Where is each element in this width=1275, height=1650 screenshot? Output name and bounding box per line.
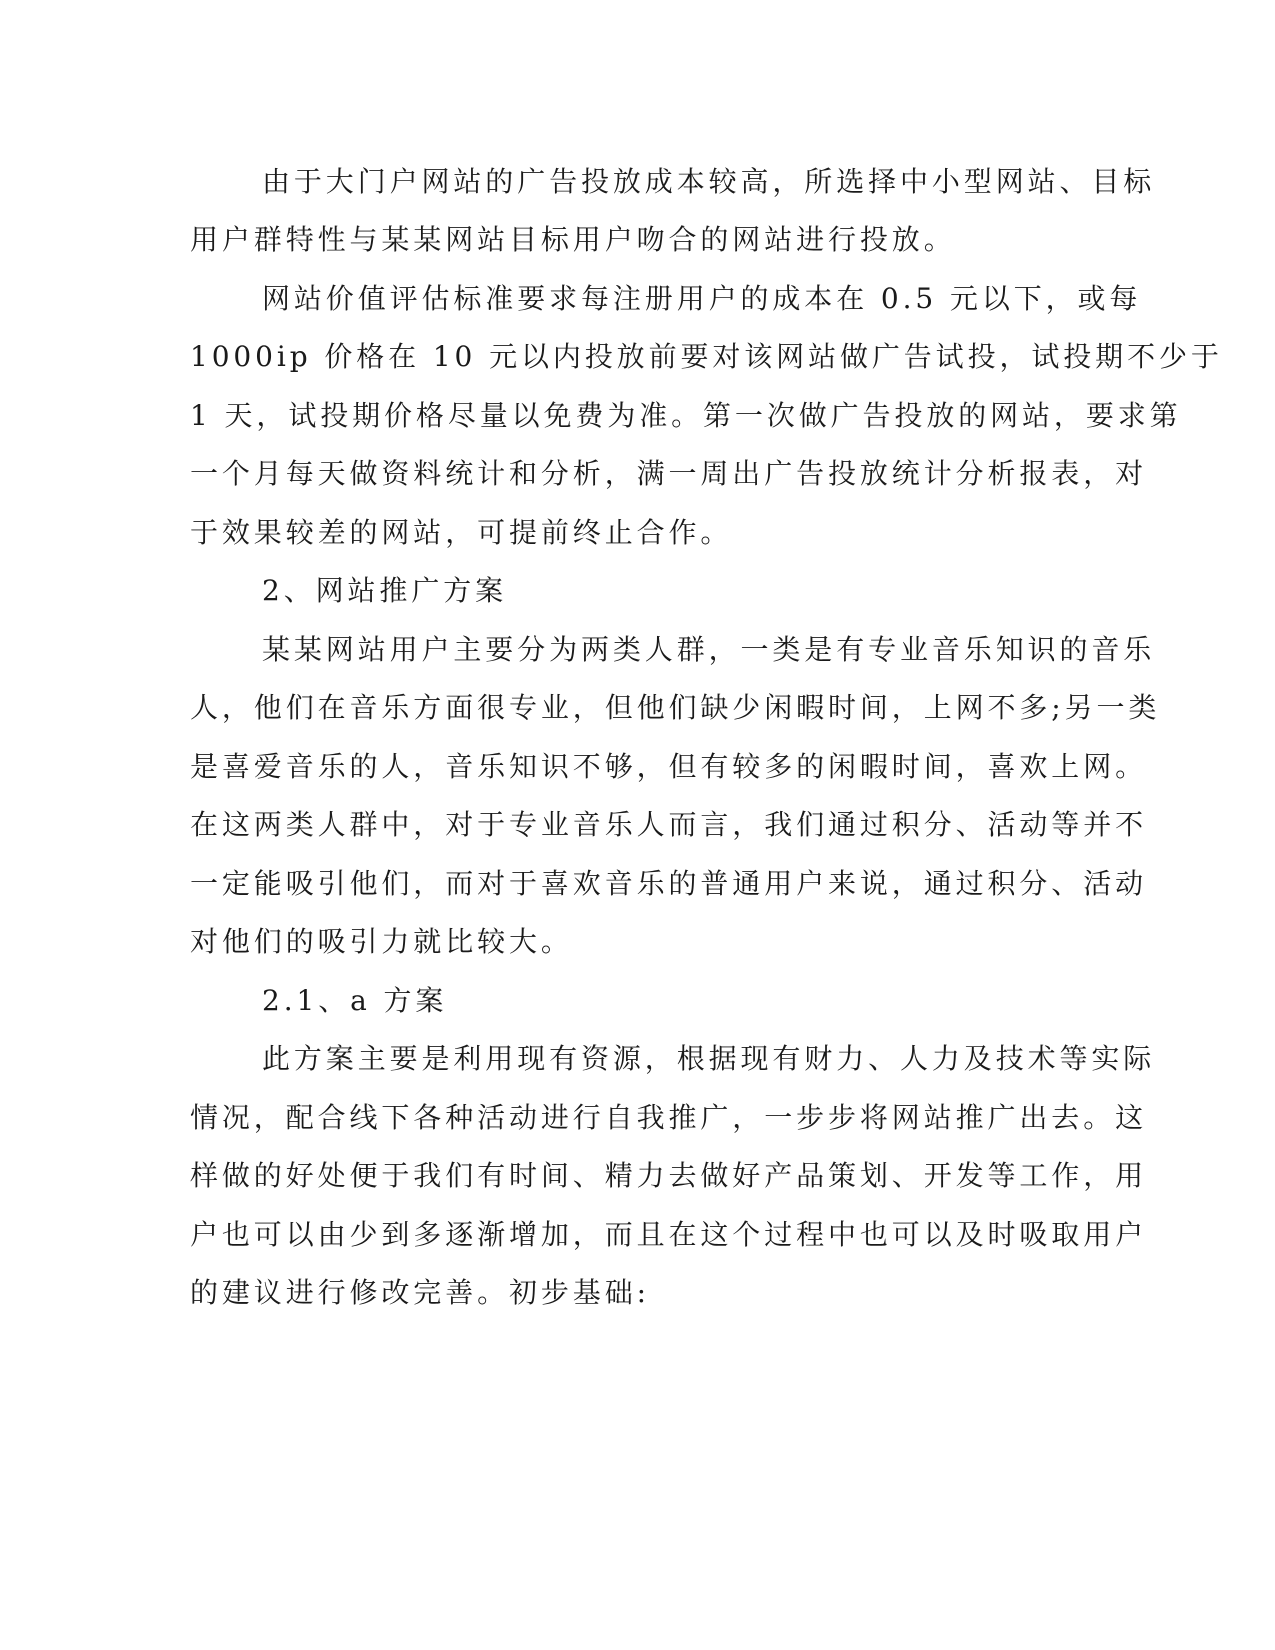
paragraph-line: 在这两类人群中，对于专业音乐人而言，我们通过积分、活动等并不 xyxy=(190,808,1148,841)
paragraph-line: 对他们的吸引力就比较大。 xyxy=(190,925,573,958)
paragraph-line: 1 天，试投期价格尽量以免费为准。第一次做广告投放的网站，要求第 xyxy=(190,399,1182,432)
paragraph-line: 由于大门户网站的广告投放成本较高，所选择中小型网站、目标 xyxy=(262,165,1156,198)
paragraph-line: 样做的好处便于我们有时间、精力去做好产品策划、开发等工作，用 xyxy=(190,1159,1148,1192)
paragraph-line: 一个月每天做资料统计和分析，满一周出广告投放统计分析报表，对 xyxy=(190,457,1148,490)
paragraph-line: 情况，配合线下各种活动进行自我推广，一步步将网站推广出去。这 xyxy=(190,1101,1148,1134)
paragraph-line: 用户群特性与某某网站目标用户吻合的网站进行投放。 xyxy=(190,223,956,256)
paragraph-line: 1000ip 价格在 10 元以内投放前要对该网站做广告试投，试投期不少于 xyxy=(190,340,1223,373)
paragraph-line: 网站价值评估标准要求每注册用户的成本在 0.5 元以下，或每 xyxy=(262,282,1142,315)
paragraph-line: 一定能吸引他们，而对于喜欢音乐的普通用户来说，通过积分、活动 xyxy=(190,867,1148,900)
subsection-heading: 2.1、a 方案 xyxy=(262,984,448,1017)
paragraph-line: 户也可以由少到多逐渐增加，而且在这个过程中也可以及时吸取用户 xyxy=(190,1218,1148,1251)
paragraph-line: 某某网站用户主要分为两类人群，一类是有专业音乐知识的音乐 xyxy=(262,633,1156,666)
paragraph-line: 是喜爱音乐的人，音乐知识不够，但有较多的闲暇时间，喜欢上网。 xyxy=(190,750,1148,783)
paragraph-line: 于效果较差的网站，可提前终止合作。 xyxy=(190,516,733,549)
section-heading: 2、网站推广方案 xyxy=(262,574,508,607)
paragraph-line: 此方案主要是利用现有资源，根据现有财力、人力及技术等实际 xyxy=(262,1042,1156,1075)
paragraph-line: 的建议进行修改完善。初步基础: xyxy=(190,1276,650,1309)
paragraph-line: 人，他们在音乐方面很专业，但他们缺少闲暇时间，上网不多;另一类 xyxy=(190,691,1161,724)
